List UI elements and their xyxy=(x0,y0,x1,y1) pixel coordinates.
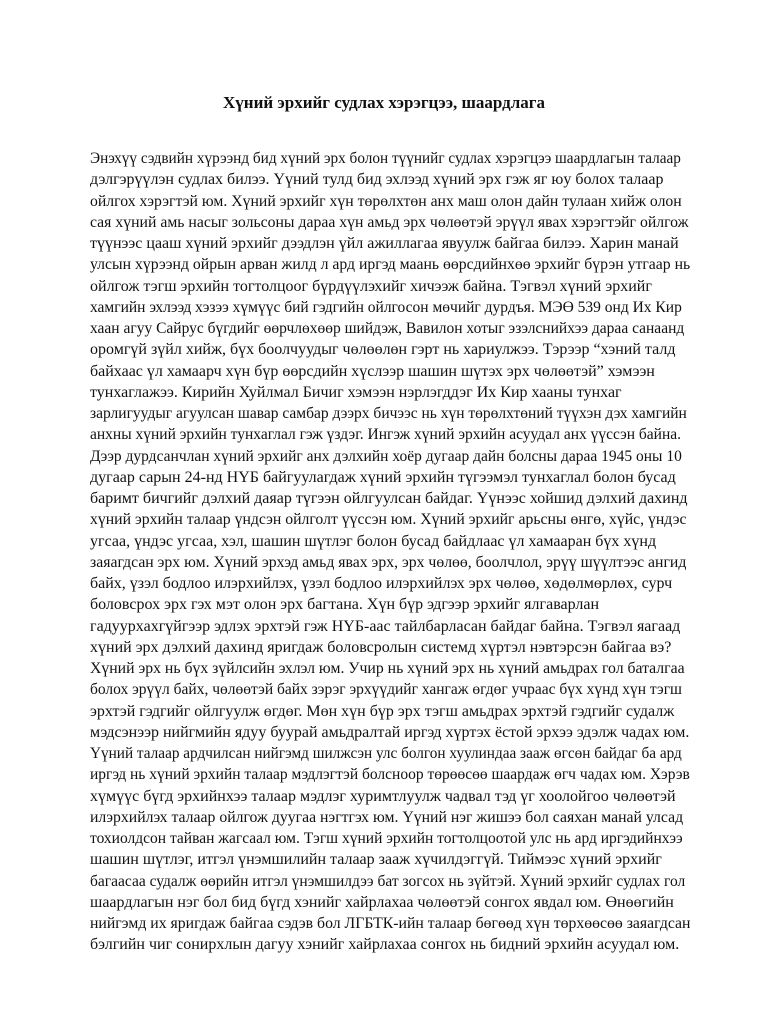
text-line: шаардлагын нэг бол бид бүгд хэнийг хайрлахаа чөлөөтэй сонгох явдал юм. Өнөөгийн xyxy=(90,893,674,911)
text-line: анхны хүний эрхийн тунхаглал гэж үздэг. Ингэж хүний эрхийн асуудал анх үүссэн байна. xyxy=(90,426,681,444)
text-line: боловсрох эрх гэх мэт олон эрх багтана. Хүн бүр эдгээр эрхийг ялгаварлан xyxy=(90,596,600,614)
text-line: нийгэмд их яригдаж байгаа сэдэв бол ЛГБТК-ийн талаар бөгөөд хүн төрхөөсөө заяагдсан xyxy=(90,915,691,932)
text-line: байхаас үл хамаарч хүн бүр өөрсдийн хүслээр шашин шүтэх эрх чөлөөтэй” хэмээн xyxy=(90,362,655,380)
text-line: болох эрүүл байх, чөлөөтэй байх зэрэг эрхүүдийг хангаж өгдөг учраас бүх хүнд хүн тэгш xyxy=(90,681,682,699)
text-line: гадуурхахгүйгээр эдлэх эрхтэй гэж НҮБ-аас тайлбарласан байдаг байна. Тэгвэл яагаад xyxy=(90,617,681,635)
text-line: мэдсэнээр нийгмийн ядуу буурай амьдралтай иргэд хүртэх ёстой эрхээ эдэлж чадах юм. xyxy=(90,723,690,741)
text-line: улсын хүрээнд ойрын арван жилд л ард иргэд маань өөрсдийнхөө эрхийг бүрэн утгаар нь xyxy=(90,256,691,274)
text-line: оромгүй зүйл хийж, бүх боолчуудыг чөлөөлөн гэрт нь хариулжээ. Тэрээр “хэний талд xyxy=(90,341,676,359)
text-line: ойлгож тэгш эрхийн тогтолцоог бүрдүүлэхийг хичээж байна. Тэгвэл хүний эрхийг xyxy=(90,277,652,295)
text-line: бэлгийн чиг сонирхлын дагуу хэнийг хайрлахаа сонгох нь бидний эрхийн асуудал юм. xyxy=(90,936,680,954)
text-line: түүнээс цааш хүний эрхийг дээдлэн үйл ажиллагаа явуулж байгаа билээ. Харин манай xyxy=(90,235,679,252)
text-line: заяагдсан эрх юм. Хүний эрхэд амьд явах эрх, эрх чөлөө, боолчлол, эрүү шүүлтээс ангид xyxy=(90,553,687,571)
text-line: сая хүний амь насыг зольсоны дараа хүн амьд эрх чөлөөтэй эрүүл явах хэрэгтэйг ойлгож xyxy=(90,213,689,231)
text-line: эрхтэй гэдгийг ойлгуулж өгдөг. Мөн хүн бүр эрх тэгш амьдрах эрхтэй гэдгийг судалж xyxy=(90,702,675,720)
text-line: Үүний талаар ардчилсан нийгэмд шилжсэн улс болгон хуулиндаа зааж өгсөн байдаг ба ард xyxy=(90,745,682,762)
text-line: баримт бичгийг дэлхий даяар түгээн ойлгуулсан байдаг. Үүнээс хойшид дэлхий дахинд xyxy=(90,490,688,507)
text-line: хүний эрхийн талаар үндсэн ойлголт үүссэн юм. Хүний эрхийг арьсны өнгө, хүйс, үндэс xyxy=(90,511,687,529)
text-line: хамгийн эхлээд хэзээ хүмүүс бий гэдгийн ойлгосон мөчийг дурдъя. МЭӨ 539 онд Их Кир xyxy=(90,298,682,316)
text-line: тохиолдсон тайван жагсаал юм. Тэгш хүний эрхийн тогтолцоотой улс нь ард иргэдийнхээ xyxy=(90,830,683,847)
text-line: хүмүүс бүгд эрхийнхээ талаар мэдлэг хуримтлуулж чадвал тэд үг хоолойгоо чөлөөтэй xyxy=(90,787,676,805)
text-line: байх, үзэл бодлоо илэрхийлэх, үзэл бодлоо илэрхийлэх эрх чөлөө, хөдөлмөрлөх, сурч xyxy=(90,575,673,592)
text-line: багаасаа судалж өөрийн итгэл үнэмшилдээ бат зогсох нь зүйтэй. Хүний эрхийг судлах гол xyxy=(90,872,686,890)
text-line: дугаар сарын 24-нд НҮБ байгуулагдаж хүний эрхийн түгээмэл тунхаглал болон бусад xyxy=(90,468,676,486)
text-line: тунхаглажээ. Кирийн Хуйлмал Бичиг хэмээн нэрлэгддэг Их Кир хааны тунхаг xyxy=(90,383,622,401)
text-line: хүний эрх дэлхий дахинд яригдаж боловсролын системд хүртэл нэвтэрсэн байгаа вэ? xyxy=(90,638,672,656)
text-line: дэлгэрүүлэн судлах билээ. Үүний тулд бид эхлээд хүний эрх гэж яг юу болох талаар xyxy=(90,171,664,189)
text-line: иргэд нь хүний эрхийн талаар мэдлэгтэй болсноор төрөөсөө шаардаж өгч чадах юм. Хэрэв xyxy=(90,766,690,784)
document-title: Хүний эрхийг судлах хэрэгцээ, шаардлага xyxy=(223,93,545,112)
text-line: зарлигуудыг агуулсан шавар самбар дээрх бичээс нь хүн төрөлхтөний түүхэн дэх хамгийн xyxy=(90,405,687,422)
text-line: ойлгох хэрэгтэй юм. Хүний эрхийг хүн төрөлхтөн анх маш олон дайн тулаан хийж олон xyxy=(90,192,682,210)
text-line: Дээр дурдсанчлан хүний эрхийг анх дэлхийн хоёр дугаар дайн болсны дараа 1945 оны 10 xyxy=(90,447,682,465)
text-line: илэрхийлэх талаар ойлгож дуугаа нэгтгэх юм. Үүний нэг жишээ бол саяхан манай улсад xyxy=(90,808,684,826)
text-line: хаан агуу Сайрус бүгдийг өөрчлөхөөр шийдэж, Вавилон хотыг эзэлснийхээ дараа санаанд xyxy=(90,320,685,337)
text-line: шашин шүтлэг, итгэл үнэмшилийн талаар зааж хүчилдэггүй. Тиймээс хүний эрхийг xyxy=(90,851,662,869)
text-line: угсаа, үндэс угсаа, хэл, шашин шүтлэг болон бусад байдлаас үл хамааран бүх хүнд xyxy=(90,532,657,550)
text-line: Энэхүү сэдвийн хүрээнд бид хүний эрх болон түүнийг судлах хэрэгцээ шаардлагын талаар xyxy=(90,150,681,167)
text-line: Хүний эрх нь бүх зүйлсийн эхлэл юм. Учир нь хүний эрх нь хүний амьдрах гол баталгаа xyxy=(90,660,685,677)
body-paragraph xyxy=(90,148,690,956)
